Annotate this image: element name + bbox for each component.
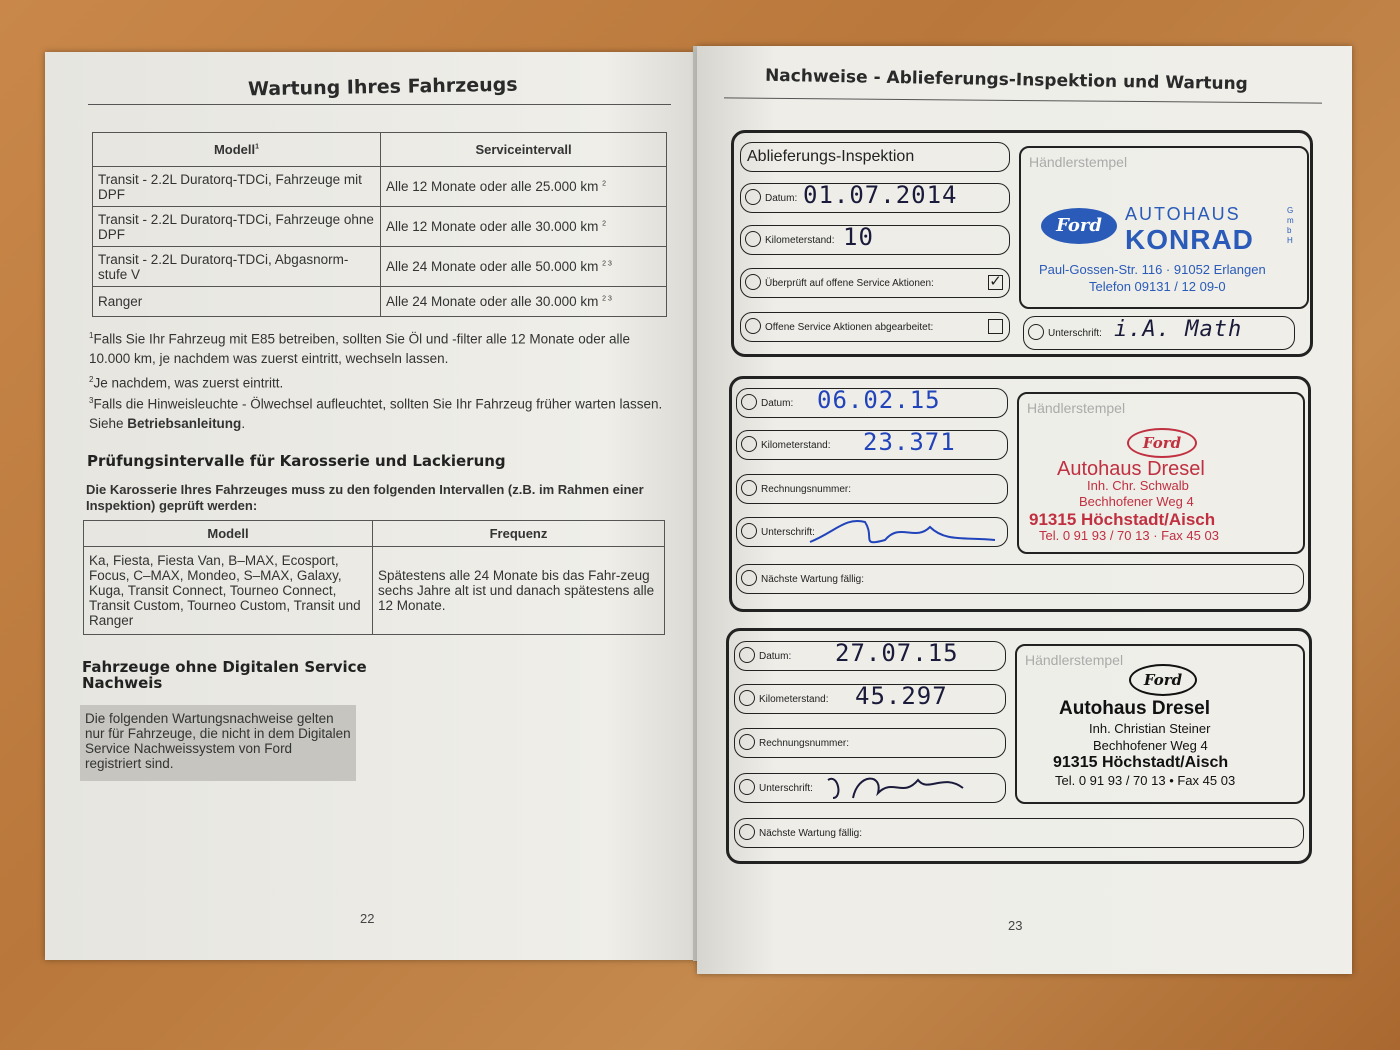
right-page-title: Nachweise - Ablieferungs-Inspektion und Wartung <box>764 65 1248 95</box>
circle-icon <box>739 690 755 706</box>
table-row: Transit - 2.2L Duratorq-TDCi, Fahrzeuge mit DPF Alle 12 Monate oder alle 25.000 km $^2$ <box>93 167 667 207</box>
circle-icon <box>741 523 757 539</box>
title-rule <box>88 104 671 105</box>
circle-icon <box>745 231 761 247</box>
circle-icon <box>745 318 761 334</box>
section1-open-actions-field[interactable]: Offene Service Aktionen abgearbeitet: <box>740 312 1010 342</box>
section1-checked-field[interactable]: Überprüft auf offene Service Aktionen: ✓ <box>740 268 1010 298</box>
signature-scribble <box>823 768 983 808</box>
section1-signature-field[interactable]: Unterschrift: i.A. Math <box>1023 316 1295 350</box>
section2-date-field[interactable]: Datum: 06.02.15 <box>736 388 1008 418</box>
section2-next-service-field[interactable]: Nächste Wartung fällig: <box>736 564 1304 594</box>
table-row: Transit - 2.2L Duratorq-TDCi, Abgasnorm-stufe V Alle 24 Monate oder alle 50.000 km $^{2 3}$ <box>93 247 667 287</box>
circle-icon <box>739 734 755 750</box>
section2-km-field[interactable]: Kilometerstand: 23.371 <box>736 430 1008 460</box>
handwritten-date: 27.07.15 <box>835 639 959 667</box>
ford-logo: Ford <box>1041 208 1117 244</box>
circle-icon <box>745 189 761 205</box>
left-page-title: Wartung Ihres Fahrzeugs <box>247 73 518 101</box>
section1-km-field[interactable]: Kilometerstand: 10 <box>740 225 1010 255</box>
table-row: Transit - 2.2L Duratorq-TDCi, Fahrzeuge ohne DPF Alle 12 Monate oder alle 30.000 km $^2$ <box>93 207 667 247</box>
page-number-right: 23 <box>1008 918 1023 933</box>
handwritten-km: 45.297 <box>855 682 948 710</box>
table-row: Ka, Fiesta, Fiesta Van, B–MAX, Ecosport, Focus, C–MAX, Mondeo, S–MAX, Galaxy, Kuga, Transit Connect, Tourneo Connect, Transit Custom, Tourneo Custom, Transit und Ranger Spätestens alle 24 Monate bis das Fahr-zeug sechs Jahre alt ist und danach spätestens alle 12 Monate. <box>84 547 665 635</box>
section3-date-field[interactable]: Datum: 27.07.15 <box>734 641 1006 671</box>
footnote-1: $^1$Falls Sie Ihr Fahrzeug mit E85 betreiben, sollten Sie Öl und -filter alle 12 Monate oder alle 10.000 km, je nachdem was zuerst eintritt, wechseln lassen. <box>89 331 630 366</box>
section3-dealer-stamp: Händlerstempel Ford Autohaus Dresel Inh. Christian Steiner Bechhofener Weg 4 91315 Höchstadt/Aisch Tel. 0 91 93 / 70 13 • Fax 45 03 <box>1015 644 1305 804</box>
section1-dealer-stamp: Händlerstempel Ford AUTOHAUS KONRAD GmbH Paul-Gossen-Str. 116 · 91052 Erlangen Telefon 09131 / 12 09-0 <box>1019 146 1309 309</box>
handwritten-date: 01.07.2014 <box>803 181 958 209</box>
section3-invoice-field[interactable]: Rechnungsnummer: <box>734 728 1006 758</box>
digital-heading: Fahrzeuge ohne Digitalen Service Nachweis <box>82 658 367 692</box>
section3-signature-field[interactable]: Unterschrift: <box>734 773 1006 803</box>
ford-logo: Ford <box>1129 664 1197 696</box>
table-row: Ranger Alle 24 Monate oder alle 30.000 km $^{2 3}$ <box>93 287 667 317</box>
table2-header-freq: Frequenz <box>373 521 665 547</box>
circle-icon <box>741 480 757 496</box>
handwritten-signature: i.A. Math <box>1114 317 1243 342</box>
section1-date-field[interactable]: Datum: 01.07.2014 <box>740 183 1010 213</box>
circle-icon <box>741 436 757 452</box>
signature-scribble <box>805 512 1005 552</box>
section1-title-field: Ablieferungs-Inspektion <box>740 142 1010 172</box>
page-number-left: 22 <box>360 911 375 926</box>
table-header-interval: Serviceintervall <box>381 133 667 167</box>
circle-icon <box>745 274 761 290</box>
circle-icon <box>739 647 755 663</box>
service-interval-table <box>92 132 667 317</box>
body-heading: Prüfungsintervalle für Karosserie und Lackierung <box>87 452 506 470</box>
section3-km-field[interactable]: Kilometerstand: 45.297 <box>734 684 1006 714</box>
handwritten-date: 06.02.15 <box>817 386 941 414</box>
body-intro: Die Karosserie Ihres Fahrzeuges muss zu den folgenden Intervallen (z.B. im Rahmen einer Inspektion) geprüft werden: <box>86 482 644 513</box>
handwritten-km: 23.371 <box>863 428 956 456</box>
table2-header-model: Modell <box>84 521 373 547</box>
circle-icon <box>741 570 757 586</box>
handwritten-km: 10 <box>843 223 874 251</box>
table-header-model: Modell$^1$ <box>93 133 381 167</box>
checkbox-checked[interactable]: ✓ <box>989 273 1002 290</box>
circle-icon <box>1028 324 1044 340</box>
footnote-2: $^2$Je nachdem, was zuerst eintritt. <box>89 375 284 391</box>
circle-icon <box>739 824 755 840</box>
circle-icon <box>741 394 757 410</box>
ford-logo: Ford <box>1127 428 1197 458</box>
section2-invoice-field[interactable]: Rechnungsnummer: <box>736 474 1008 504</box>
checkbox-empty[interactable] <box>988 319 1003 334</box>
section3-next-service-field[interactable]: Nächste Wartung fällig: <box>734 818 1304 848</box>
body-interval-table <box>83 520 665 635</box>
footnote-3: $^3$Falls die Hinweisleuchte - Ölwechsel aufleuchtet, sollten Sie Ihr Fahrzeug früher warten lassen. Siehe Betriebsanleitung. <box>89 396 663 431</box>
section2-signature-field[interactable]: Unterschrift: <box>736 517 1008 547</box>
digital-note: Die folgenden Wartungsnachweise gelten nur für Fahrzeuge, die nicht in dem Digitalen Service Nachweissystem von Ford registriert sind. <box>80 705 356 781</box>
section2-dealer-stamp: Händlerstempel Ford Autohaus Dresel Inh. Chr. Schwalb Bechhofener Weg 4 91315 Höchstadt/Aisch Tel. 0 91 93 / 70 13 · Fax 45 03 <box>1017 392 1305 554</box>
circle-icon <box>739 779 755 795</box>
